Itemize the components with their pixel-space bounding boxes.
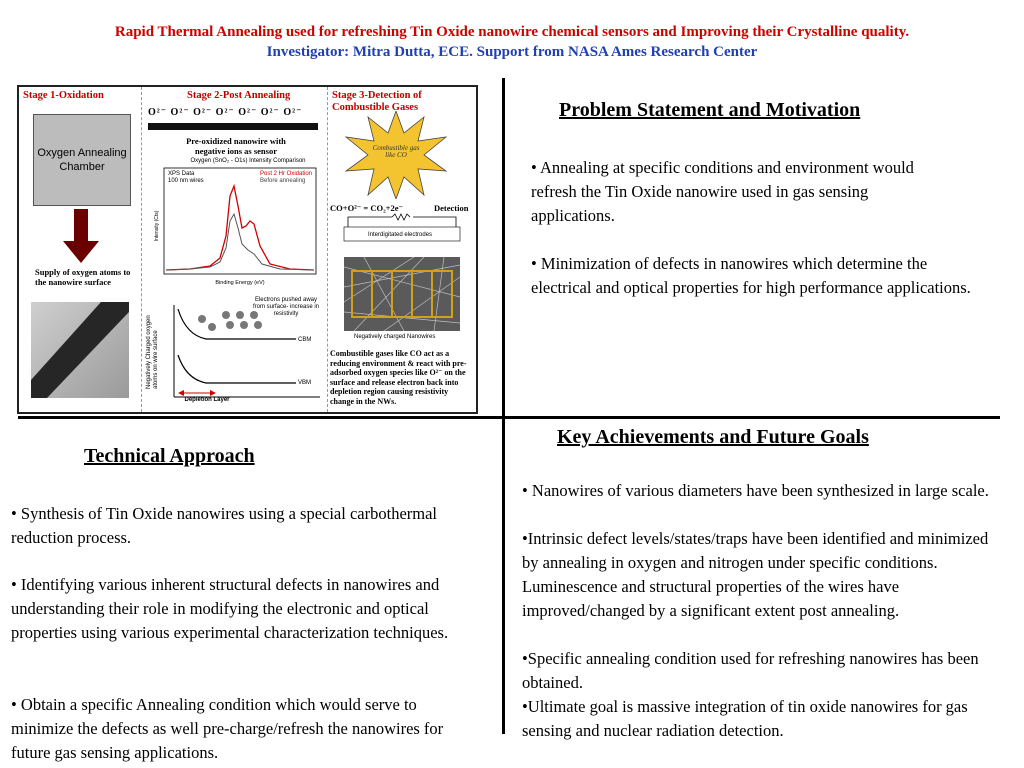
achievements-heading: Key Achievements and Future Goals — [557, 426, 869, 448]
x-axis-label: Binding Energy (eV) — [215, 280, 265, 286]
depletion-label: Depletion Layer — [184, 397, 230, 403]
band-note: Electrons pushed away from surface- increase in resistivity — [252, 297, 320, 317]
surface-charge-label: Negatively Charged oxygen atoms on wire surface — [146, 315, 159, 389]
technical-bullet-2: • Identifying various inherent structural defects in nanowires and understanding their role in modifying the electronic and optical properties using various experimental characterization techniques. — [11, 575, 449, 642]
vertical-divider — [502, 78, 505, 734]
title-line: Rapid Thermal Annealing used for refreshing Tin Oxide nanowire chemical sensors and Improving their Crystalline quality. — [114, 24, 910, 40]
achievement-bullet-4: •Ultimate goal is massive integration of tin oxide nanowires for gas sensing and nuclear radiation detection. — [522, 697, 968, 740]
stage-3-title: Stage 3-Detection of Combustible Gases — [332, 90, 422, 113]
achievement-bullet-1: • Nanowires of various diameters have been synthesized in large scale. — [522, 481, 989, 500]
investigator-line: Investigator: Mitra Dutta, ECE. Support from NASA Ames Research Center — [266, 44, 758, 60]
stage-2-panel — [142, 87, 328, 412]
stage-1-panel — [19, 87, 142, 412]
down-arrow-icon — [59, 209, 103, 265]
detection-label: Detection — [434, 203, 469, 213]
stage-3-caption: Combustible gases like CO act as a reducing environment & react with pre-adsorbed oxygen species like O²⁻ on the surface and release electron back into depletion region causing resistivity change in the NWs. — [330, 349, 467, 406]
stage-3-panel — [328, 87, 476, 412]
achievement-bullet-3: •Specific annealing condition used for refreshing nanowires has been obtained. — [522, 649, 979, 692]
stage-2-caption: Pre-oxidized nanowire with negative ions as sensor — [186, 136, 286, 156]
problem-bullet-1: • Annealing at specific conditions and environment would refresh the Tin Oxide nanowire used in gas sensing applications. — [531, 158, 914, 225]
achievement-bullet-2: •Intrinsic defect levels/states/traps have been identified and minimized by annealing in oxygen and nitrogen under specific conditions. Luminescence and structural properties of the wires have improved/changed by a significant extent post annealing. — [522, 529, 989, 620]
vbm-label: VBM — [298, 380, 312, 386]
legend-before-annealing: Before annealing — [260, 178, 306, 184]
poster-title — [0, 22, 1024, 62]
nanowires-label: Negatively charged Nanowires — [354, 334, 436, 340]
legend-xps: XPS Data — [168, 171, 195, 177]
cbm-label: CBM — [298, 337, 312, 343]
chamber-label: Oxygen Annealing Chamber — [37, 147, 127, 173]
technical-bullet-1: • Synthesis of Tin Oxide nanowires using a special carbothermal reduction process. — [11, 504, 438, 547]
annealing-chamber — [33, 114, 131, 206]
reaction-equation: CO+O²⁻ = CO₂+2e⁻ — [330, 203, 403, 213]
legend-post-oxidation: Post 2 Hr Oxidation — [260, 171, 313, 177]
nanowire-micrograph — [31, 302, 129, 398]
technical-heading: Technical Approach — [84, 445, 255, 467]
problem-bullet-2: • Minimization of defects in nanowires which determine the electrical and optical properties for high performance applications. — [531, 254, 971, 297]
technical-bullet-3: • Obtain a specific Annealing condition which would serve to minimize the defects as well pre-charge/refresh the nanowires for future gas sensing applications. — [11, 695, 444, 762]
process-figure — [17, 85, 478, 414]
horizontal-divider — [18, 416, 1000, 419]
problem-heading: Problem Statement and Motivation — [559, 99, 861, 121]
circuit-icon — [338, 213, 468, 247]
electrodes-label: Interdigitated electrodes — [368, 232, 433, 238]
nanowire-sem-image — [344, 257, 460, 331]
legend-100nm: 100 nm wires — [168, 178, 204, 184]
stage-1-caption: Supply of oxygen atoms to the nanowire surface — [35, 267, 131, 287]
stage-2-title: Stage 2-Post Annealing — [187, 90, 291, 101]
y-axis-label: Intensity (Cts) — [154, 210, 160, 242]
nanowire-bar — [148, 123, 318, 130]
burst-label: Combustible gas like CO — [372, 144, 420, 159]
plot-title: Oxygen (SnO₂ - O1s) Intensity Comparison — [190, 158, 306, 164]
oxygen-ions-row: O²⁻ O²⁻ O²⁻ O²⁻ O²⁻ O²⁻ O²⁻ — [148, 107, 303, 118]
stage-1-title: Stage 1-Oxidation — [23, 90, 104, 101]
